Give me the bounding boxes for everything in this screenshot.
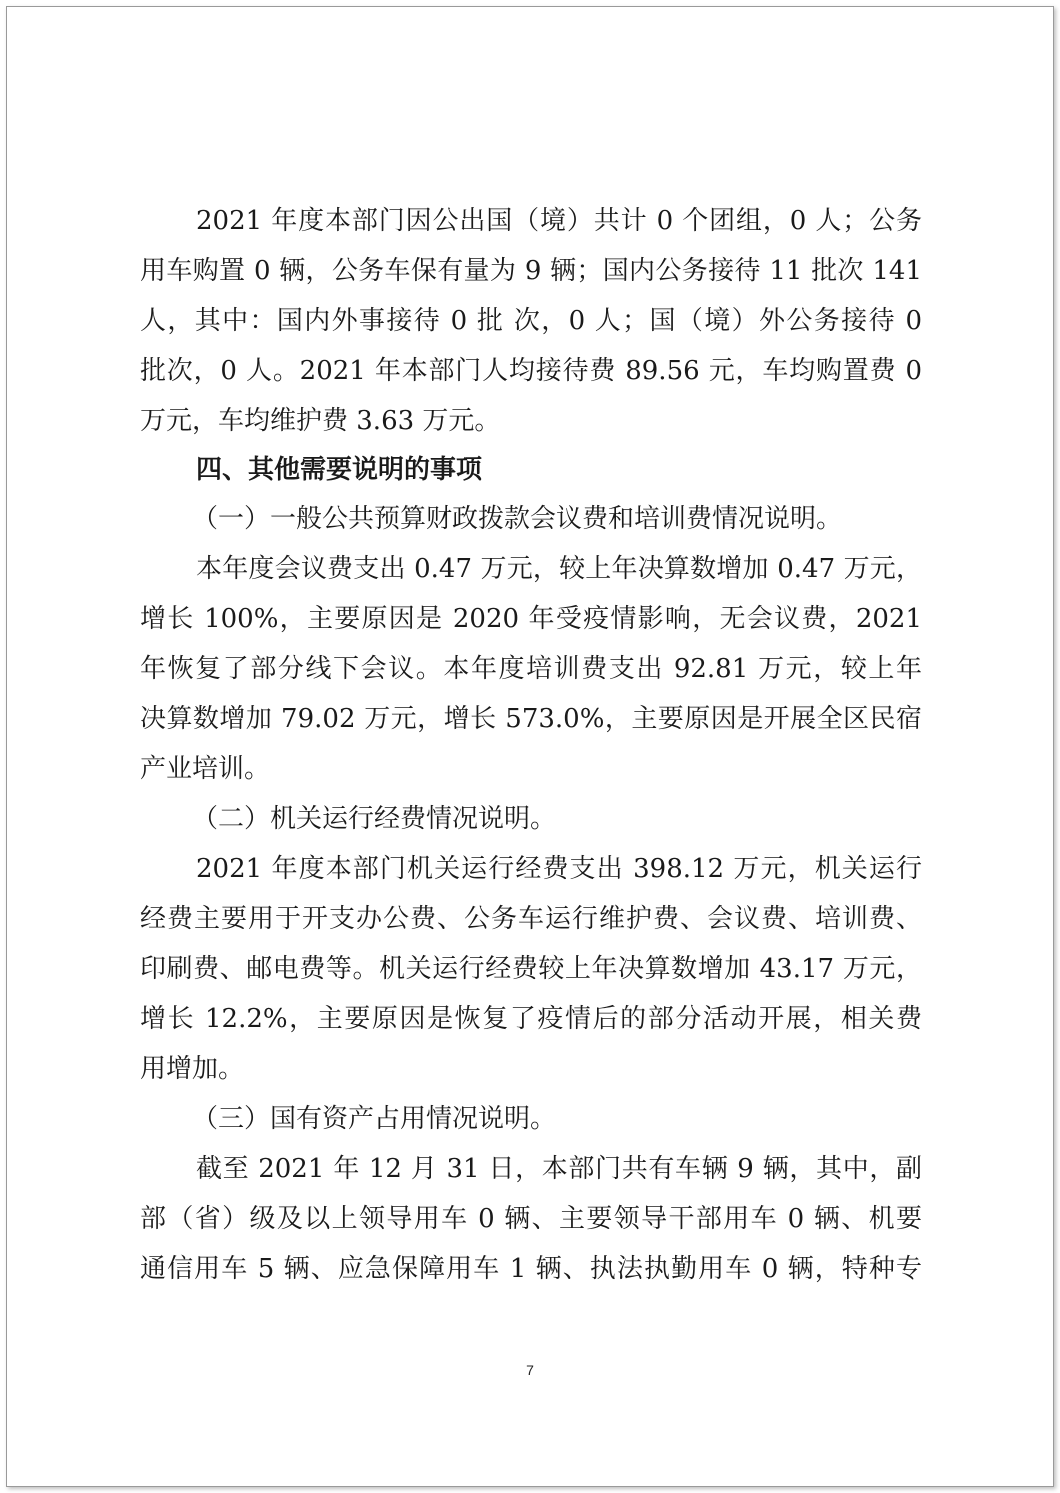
subsection-heading: （三）国有资产占用情况说明。 xyxy=(192,1104,557,1134)
text-line: 经费主要用于开支办公费、公务车运行维护费、会议费、培训费、 xyxy=(140,904,922,934)
text-line: 2021 年度本部门机关运行经费支出 398.12 万元，机关运行 xyxy=(196,854,922,884)
text-line: 批次，0 人。2021 年本部门人均接待费 89.56 元，车均购置费 0 xyxy=(140,356,922,386)
text-line: 万元，车均维护费 3.63 万元。 xyxy=(140,406,501,436)
paragraph-meeting-training-fees xyxy=(140,544,922,794)
text-line: 增长 12.2%，主要原因是恢复了疫情后的部分活动开展，相关费 xyxy=(140,1004,922,1034)
text-line: 2021 年度本部门因公出国（境）共计 0 个团组，0 人；公务 xyxy=(196,206,922,236)
paragraph-state-assets xyxy=(140,1144,922,1294)
text-line: 部（省）级及以上领导用车 0 辆、主要领导干部用车 0 辆、机要 xyxy=(140,1204,922,1234)
text-line: 印刷费、邮电费等。机关运行经费较上年决算数增加 43.17 万元， xyxy=(140,954,922,984)
subsection-heading: （二）机关运行经费情况说明。 xyxy=(192,804,557,834)
text-line: 截至 2021 年 12 月 31 日，本部门共有车辆 9 辆，其中，副 xyxy=(196,1154,922,1184)
section-heading: 四、其他需要说明的事项 xyxy=(196,455,483,485)
text-line: 人，其中：国内外事接待 0 批 次，0 人；国（境）外公务接待 0 xyxy=(140,306,922,336)
subsection-heading: （一）一般公共预算财政拨款会议费和培训费情况说明。 xyxy=(192,504,843,534)
text-line: 年恢复了部分线下会议。本年度培训费支出 92.81 万元，较上年 xyxy=(140,654,922,684)
paragraph-operating-expenses xyxy=(140,844,922,1094)
text-line: 通信用车 5 辆、应急保障用车 1 辆、执法执勤用车 0 辆，特种专 xyxy=(140,1254,922,1284)
text-line: 产业培训。 xyxy=(140,754,271,784)
document-body xyxy=(140,196,922,1294)
page-number: 7 xyxy=(526,1362,534,1378)
text-line: 用车购置 0 辆，公务车保有量为 9 辆；国内公务接待 11 批次 141 xyxy=(140,256,922,286)
text-line: 本年度会议费支出 0.47 万元，较上年决算数增加 0.47 万元， xyxy=(196,554,922,584)
text-line: 增长 100%，主要原因是 2020 年受疫情影响，无会议费，2021 xyxy=(140,604,922,634)
text-line: 决算数增加 79.02 万元，增长 573.0%，主要原因是开展全区民宿 xyxy=(140,704,922,734)
text-line: 用增加。 xyxy=(140,1054,245,1084)
paragraph-foreign-trips-vehicles xyxy=(140,196,922,446)
